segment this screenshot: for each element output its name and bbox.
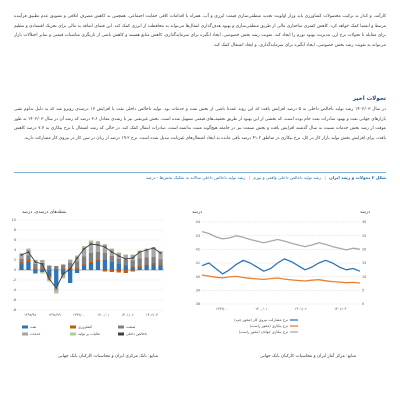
gdp-total-point [139, 251, 141, 253]
gdp-total-point [41, 263, 43, 265]
y-left-tick-label: 40 [195, 274, 200, 279]
gdp-total-point [55, 287, 57, 289]
y-right-tick-label: 15 [362, 261, 367, 266]
bar-segment [158, 265, 162, 267]
legend-swatch [70, 326, 76, 329]
bar-segment [19, 264, 23, 270]
y-tick-label: -8 [12, 308, 16, 313]
bar-segment [124, 260, 128, 266]
bar-segment [151, 257, 155, 263]
line-chart-svg [190, 194, 372, 349]
bar-segment [89, 263, 93, 270]
right-chart-source: منابع: مرکز آمار ایران و محاسبات کارکنان بانک جهانی [259, 354, 356, 359]
bar-segment [33, 264, 37, 269]
bar-segment [131, 261, 135, 268]
charts-area [0, 194, 372, 374]
gdp-total-point [34, 261, 36, 263]
gdp-total-point [28, 251, 30, 253]
x-tick-label: ۱۳۹۷/۹۸ [24, 313, 37, 317]
bar-segment [131, 267, 135, 270]
figure-caption-title: شکل ۲ تحولات و رشد ایران [329, 174, 386, 180]
bar-segment [103, 253, 107, 260]
bar-segment [117, 270, 121, 273]
bar-segment [89, 253, 93, 262]
gdp-total-point [97, 244, 99, 246]
y-tick-label: 6 [13, 238, 16, 243]
bar-segment [26, 260, 30, 263]
gdp-total-point [83, 248, 85, 250]
legend-swatch [118, 333, 124, 336]
gdp-total-point [48, 278, 50, 280]
bar-segment [103, 260, 107, 270]
y-right-tick-label: 20 [362, 247, 367, 252]
legend-swatch [70, 333, 76, 336]
bar-segment [144, 258, 148, 265]
series-line [202, 232, 360, 250]
bar-segment [151, 263, 155, 265]
right-chart-axis-title-left: درصد [192, 210, 203, 215]
gdp-total-point [69, 268, 71, 270]
bar-segment [158, 260, 162, 265]
y-tick-label: 10 [11, 218, 16, 223]
figure-caption-right: رشد تولید ناخالص داخلی واقعی و تورم [253, 174, 322, 180]
y-left-tick-label: 38 [195, 302, 200, 307]
bar-segment [110, 270, 114, 272]
gdp-total-point [132, 257, 134, 259]
bar-segment [40, 260, 44, 263]
gdp-total-point [21, 254, 23, 256]
x-tick-label: ۱۳۹۸/۹۹ [48, 313, 61, 317]
bar-segment [96, 261, 100, 270]
legend-label: خدمات [30, 332, 41, 336]
gdp-total-point [146, 249, 148, 251]
bar-segment [138, 268, 142, 271]
bar-segment [103, 270, 107, 272]
bar-segment [33, 270, 37, 273]
legend-label: مالیات بر تولید [78, 332, 100, 336]
bar-segment [96, 242, 100, 252]
bar-segment [96, 260, 100, 261]
legend-swatch [22, 333, 28, 336]
x-tick-label: ۱۴۰۱/۰۲ [121, 313, 134, 317]
y-right-tick-label: 5 [362, 288, 365, 293]
bar-segment [40, 269, 44, 271]
series-line [202, 275, 360, 283]
figure-caption [14, 172, 386, 180]
bar-segment [144, 266, 148, 271]
bar-segment [68, 260, 72, 263]
y-left-tick-label: 41 [195, 261, 200, 266]
bar-segment [19, 259, 23, 262]
bar-segment [117, 253, 121, 254]
bar-segment [26, 262, 30, 270]
y-right-tick-label: 10 [362, 274, 367, 279]
gdp-growth-bar-chart [0, 194, 178, 374]
x-tick-label: ۱۴۰۲/۰۳ [145, 313, 158, 317]
bar-segment [144, 265, 148, 266]
bar-segment [124, 266, 128, 271]
figure-caption-separator: | [248, 174, 251, 180]
bar-segment [68, 260, 72, 261]
bar-segment [82, 266, 86, 270]
figure-caption-left: رشد تولید ناخالص داخلی سالانه به تفکیک بخش‌ها - درصد [145, 174, 246, 180]
bar-segment [89, 262, 93, 263]
legend-label: نرخ بیکاری جوانان (محور راست) [238, 330, 288, 334]
recent-developments-paragraph: در سال ۱۴۰۲/۰۳ رشد تولید ناخالص داخلی به ۵ درصد افزایش یافت که این روند عمدتا ناشی از بخش نفت و خدمات بود. تولید ناخالص داخلی نفت با افزایش ۱۷ درصدی روبرو شد که به دلیل تداوم نفتی بازارهای جهانی نفت و بهبود صادرات نفت خام بوده است، که بخشی از این بهبود از طریق تخفیف‌های قیمتی تسهیل شده است. بخش غیرنفتی نیز با رشدی معادل ۳.۶ درصد که رشد آن در سال ۱۴۰۲/۰۳ به طور موقت از رشد بخش خدمات نسبت به سال گذشته افزایش یافت و بخش صنعت نیز در جامعه هیچ‌گونه مثبت نداشته است، صادرات انتقال کمک کند. در حالی که رشد اشتغال با نرخ بیکاری به ۷.۷ درصد کاهش یافت، برای افزایش بخش تولید بازار کار در کل، نرخ بیکاری در مناطق ۴۱.۲ درصد باقی مانده به ایجاد اشتغال‌های غیرثابت تبدیل شده است. نرخ ۱۹.۲ درصد از زنان در سن کار در نیروی کار مشارکت دارند. [14, 107, 386, 142]
bar-segment [54, 291, 58, 294]
y-tick-label: -4 [12, 288, 16, 293]
bar-segment [33, 273, 37, 274]
bar-segment [54, 269, 58, 270]
bar-segment [54, 266, 58, 269]
y-left-tick-label: 43 [195, 233, 200, 238]
bar-segment [75, 270, 79, 273]
y-tick-label: 0 [13, 268, 16, 273]
bar-segment [138, 266, 142, 268]
y-right-tick-label: 30 [362, 220, 367, 225]
legend-label: نرخ بیکاری (محور راست) [249, 324, 288, 328]
legend-label: صنعت [126, 325, 136, 329]
bar-segment [75, 262, 79, 269]
bar-segment [68, 270, 72, 283]
figure-caption-separator: | [324, 174, 326, 180]
bar-segment [47, 266, 51, 271]
right-chart-axis-title-right: درصد [359, 210, 370, 215]
bar-segment [117, 264, 121, 270]
x-tick-label: ۱۴۰۲/۰۳ [334, 307, 347, 311]
y-tick-label: -6 [12, 298, 16, 303]
y-tick-label: 2 [13, 258, 16, 263]
bar-segment [124, 270, 128, 273]
bar-segment [61, 269, 65, 271]
y-left-tick-label: 44 [195, 220, 200, 225]
y-tick-label: 8 [13, 228, 16, 233]
gdp-total-point [90, 243, 92, 245]
bar-segment [19, 253, 23, 254]
x-tick-label: ۱۴۰۰/۰۱ [97, 313, 110, 317]
bar-segment [82, 265, 86, 267]
section-title: تحولات اخیر [352, 96, 386, 102]
bar-segment [82, 257, 86, 265]
bar-segment [61, 265, 65, 269]
y-left-tick-label: 39 [195, 288, 200, 293]
bar-segment [124, 255, 128, 256]
bar-segment [26, 256, 30, 260]
bar-segment [110, 256, 114, 262]
bar-segment [103, 244, 107, 245]
legend-label: ناخالص داخلی [126, 332, 148, 336]
gdp-total-point [62, 273, 64, 275]
gdp-total-point [160, 252, 162, 254]
gdp-total-point [76, 257, 78, 259]
bar-segment [131, 255, 135, 256]
y-tick-label: -2 [12, 278, 16, 283]
x-tick-label: ۱۴۰۱/۰۲ [294, 307, 307, 311]
gdp-total-point [111, 251, 113, 253]
legend-swatch [118, 326, 124, 329]
bar-chart-svg [0, 194, 178, 349]
gdp-total-point [104, 246, 106, 248]
y-right-tick-label: 0 [362, 302, 365, 307]
bar-segment [40, 270, 44, 272]
legend-swatch [22, 326, 28, 329]
bar-segment [19, 262, 23, 264]
bar-segment [89, 241, 93, 243]
bar-segment [158, 266, 162, 270]
bar-segment [131, 270, 135, 272]
bar-segment [110, 249, 114, 250]
bar-segment [82, 246, 86, 248]
x-tick-label: ۱۳۹۹/۰۰ [72, 313, 85, 317]
gdp-total-point [153, 247, 155, 249]
intro-paragraph: کارآمد، و کدار به ترکیب محصولات کشاورزی باید وزار اولویت تجدید منطقی‌سازی قیمت انرژی و آب، همراه با اقدامات کافی حمایت اجتماعی، همچنین به کاهش مصرف اتلافی و تشویق عدم تطبیق فرآینده مرتبط و انقضا کمک خواهد کرد. کاهش کسری ساختاری مالی از طریق منطقی‌سازی و بهبود هدف‌گذاری انتقال‌ها می‌تواند به محافظت از انرژی کمک کند. این فضای اضافه به مالی برای تحریک اقتصادی و تنظیم برای مقابله با تحولات نرخ ارز، مدیریت بهبود تورم را ایجاد کند. تقویت رشد بخش خصوصی، ایجاد انگیزه برای سرمایه‌گذاری، کاهش منابع هستند و کاهش ناشی از بازنگری مناسبات قیمتی و سایر اختلالات بازار می‌تواند به تقویت رشد بخش خصوصی، ایجاد انگیزه برای سرمایه‌گذاری، و ایجاد اشتغال کمک کند. [14, 14, 386, 49]
bar-segment [40, 272, 44, 274]
bar-segment [75, 268, 79, 270]
bar-segment [54, 270, 58, 286]
bar-segment [117, 259, 121, 264]
x-tick-label: ۱۴۰۰/۰۱ [255, 307, 268, 311]
bar-segment [151, 265, 155, 271]
x-tick-label: ۱۳۹۹/۰۰ [215, 307, 228, 311]
series-line [202, 259, 360, 274]
labor-line-chart [190, 194, 372, 374]
bar-segment [96, 241, 100, 242]
gdp-total-point [118, 255, 120, 257]
y-tick-label: 4 [13, 248, 16, 253]
legend-label: نفت [30, 325, 37, 329]
bar-segment [96, 252, 100, 260]
bar-segment [138, 259, 142, 267]
left-chart-title: نقطه‌های درصدی، درصد [22, 210, 67, 215]
y-left-tick-label: 42 [195, 247, 200, 252]
bar-segment [110, 262, 114, 270]
gdp-total-point [125, 258, 127, 260]
bar-segment [33, 269, 37, 271]
legend-label: نرخ مشارکت نیروی کار (محور چپ) [234, 318, 288, 322]
y-right-tick-label: 25 [362, 233, 367, 238]
legend-label: کشاورزی [78, 325, 93, 329]
left-chart-source: منابع: بانک مرکزی ایران و محاسبات کارکنان بانک جهانی [57, 354, 158, 359]
bar-segment [26, 249, 30, 250]
